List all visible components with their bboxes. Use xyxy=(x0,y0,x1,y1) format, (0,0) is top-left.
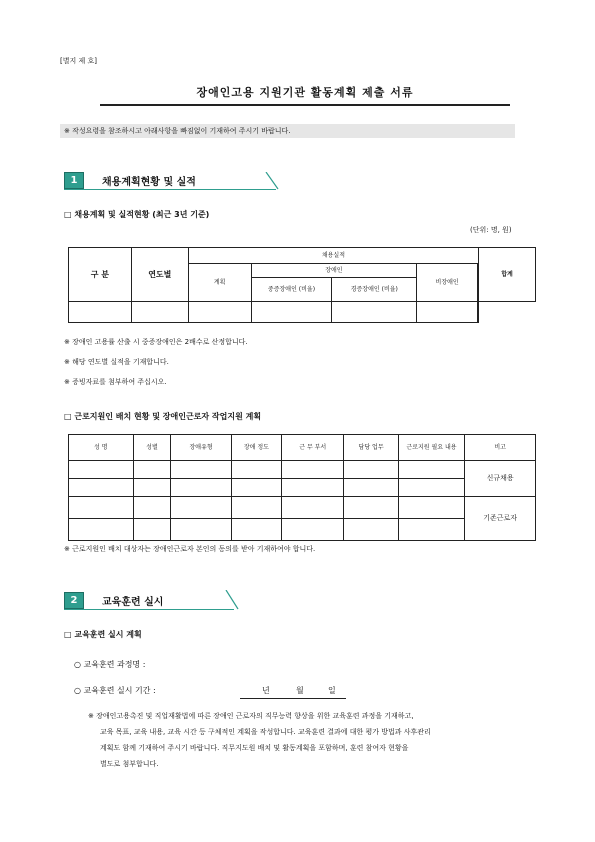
t2-cell xyxy=(231,479,281,497)
t1-header-plan: 계획 xyxy=(188,264,251,302)
t2-header-remark: 비고 xyxy=(465,435,536,461)
t1-header-disabled: 장애인 xyxy=(251,264,417,278)
section2-number: 2 xyxy=(64,592,84,609)
page-title: 장애인고용 지원기관 활동계획 제출 서류 xyxy=(196,86,414,99)
t2-cell xyxy=(133,519,171,541)
t1-header-severe: 중증장애인 (비율) xyxy=(251,278,332,301)
section1-underline xyxy=(64,189,276,190)
t2-cell xyxy=(69,497,134,519)
section1-slash-icon xyxy=(264,172,284,190)
t2-cell xyxy=(171,461,231,479)
paragraph-line-3: 계획도 함께 기재하여 주시기 바랍니다. 직무지도원 배치 및 활동계획을 포함하며, 훈련 참여자 현황을 xyxy=(100,744,409,752)
t1-header-group: 채용실적 xyxy=(188,248,478,264)
t1-cell xyxy=(69,301,132,322)
t2-cell xyxy=(282,519,344,541)
t2-cell xyxy=(69,479,134,497)
t1-cell xyxy=(332,301,417,322)
section2-title: 교육훈련 실시 xyxy=(102,597,164,608)
t1-cell xyxy=(188,301,251,322)
note-1: ※ 장애인 고용률 산출 시 중증장애인은 2배수로 산정합니다. xyxy=(64,338,248,346)
t2-cell xyxy=(344,479,398,497)
t1-cell xyxy=(478,301,479,322)
paragraph-line-4: 별도로 첨부합니다. xyxy=(100,760,159,768)
unit-label: (단위: 명, 원) xyxy=(470,226,512,234)
note-2: ※ 해당 연도별 실적을 기재합니다. xyxy=(64,358,169,366)
t2-cell xyxy=(231,461,281,479)
t2-cell xyxy=(344,497,398,519)
note-3: ※ 증빙자료를 첨부하여 주십시오. xyxy=(64,378,167,386)
t2-header-support: 근로지원 필요 내용 xyxy=(398,435,465,461)
t2-header-gender: 성별 xyxy=(133,435,171,461)
training-period-label: ○ 교육훈련 실시 기간 : xyxy=(74,686,156,695)
t2-cell xyxy=(133,497,171,519)
t2-cell xyxy=(282,461,344,479)
t2-remark-new: 신규채용 xyxy=(465,461,536,497)
t1-cell xyxy=(251,301,332,322)
note-support: ※ 근로지원인 배치 대상자는 장애인근로자 본인의 동의를 받아 기재하여야 합니다. xyxy=(64,545,316,553)
table-hiring-plan xyxy=(68,247,536,323)
section2-slash-icon xyxy=(224,590,244,610)
t2-cell xyxy=(344,461,398,479)
t2-cell xyxy=(282,497,344,519)
t2-cell xyxy=(171,519,231,541)
title-underline xyxy=(100,104,510,106)
date-year: 년 xyxy=(262,686,270,695)
section1-number: 1 xyxy=(64,172,84,189)
t1-header-total: 합계 xyxy=(479,248,536,302)
section2-subtitle: □ 교육훈련 실시 계획 xyxy=(64,630,142,639)
t2-cell xyxy=(69,461,134,479)
section2-underline xyxy=(64,609,234,610)
t2-cell xyxy=(69,519,134,541)
training-name-label: ○ 교육훈련 과정명 : xyxy=(74,660,146,669)
intro-text: ※ 작성요령을 참조하시고 아래사항을 빠짐없이 기재하여 주시기 바랍니다. xyxy=(64,127,291,135)
section1-subtitle-2: □ 근로지원인 배치 현황 및 장애인근로자 작업지원 계획 xyxy=(64,412,262,421)
t1-header-mild: 경증장애인 (비율) xyxy=(332,278,417,301)
t1-header-nondisabled: 비장애인 xyxy=(417,264,478,302)
t2-cell xyxy=(231,519,281,541)
t1-cell xyxy=(131,301,188,322)
t2-header-type: 장애유형 xyxy=(171,435,231,461)
intro-banner xyxy=(60,124,515,138)
t1-header-year: 연도별 xyxy=(131,248,188,302)
t2-cell xyxy=(344,519,398,541)
paragraph-line-2: 교육 목표, 교육 내용, 교육 시간 등 구체적인 계획을 작성합니다. 교육훈련 결과에 대한 평가 방법과 사후관리 xyxy=(100,728,431,736)
date-month: 월 xyxy=(296,686,304,695)
t2-header-name: 성 명 xyxy=(69,435,134,461)
form-number: [별지 제 호] xyxy=(60,57,97,65)
t2-cell xyxy=(398,479,465,497)
t2-cell xyxy=(133,479,171,497)
table-support-staff xyxy=(68,434,536,541)
section1-subtitle: □ 채용계획 및 실적현황 (최근 3년 기준) xyxy=(64,210,210,219)
t2-cell xyxy=(398,497,465,519)
t2-cell xyxy=(282,479,344,497)
t2-header-degree: 장애 정도 xyxy=(231,435,281,461)
t2-header-duty: 담당 업무 xyxy=(344,435,398,461)
t2-remark-existing: 기존근로자 xyxy=(465,497,536,541)
t2-cell xyxy=(171,479,231,497)
section1-title: 채용계획현황 및 실적 xyxy=(102,177,196,188)
t2-cell xyxy=(171,497,231,519)
t2-cell xyxy=(231,497,281,519)
t2-header-dept: 근 무 부서 xyxy=(282,435,344,461)
t2-cell xyxy=(133,461,171,479)
date-field[interactable] xyxy=(240,684,346,699)
t2-cell xyxy=(398,461,465,479)
paragraph-line-1: ※ 장애인고용촉진 및 직업재활법에 따른 장애인 근로자의 직무능력 향상을 위한 교육훈련 과정을 기재하고, xyxy=(88,712,414,720)
t2-cell xyxy=(398,519,465,541)
t1-header-category: 구 분 xyxy=(69,248,132,302)
t1-cell xyxy=(417,301,478,322)
date-day: 일 xyxy=(328,686,336,695)
